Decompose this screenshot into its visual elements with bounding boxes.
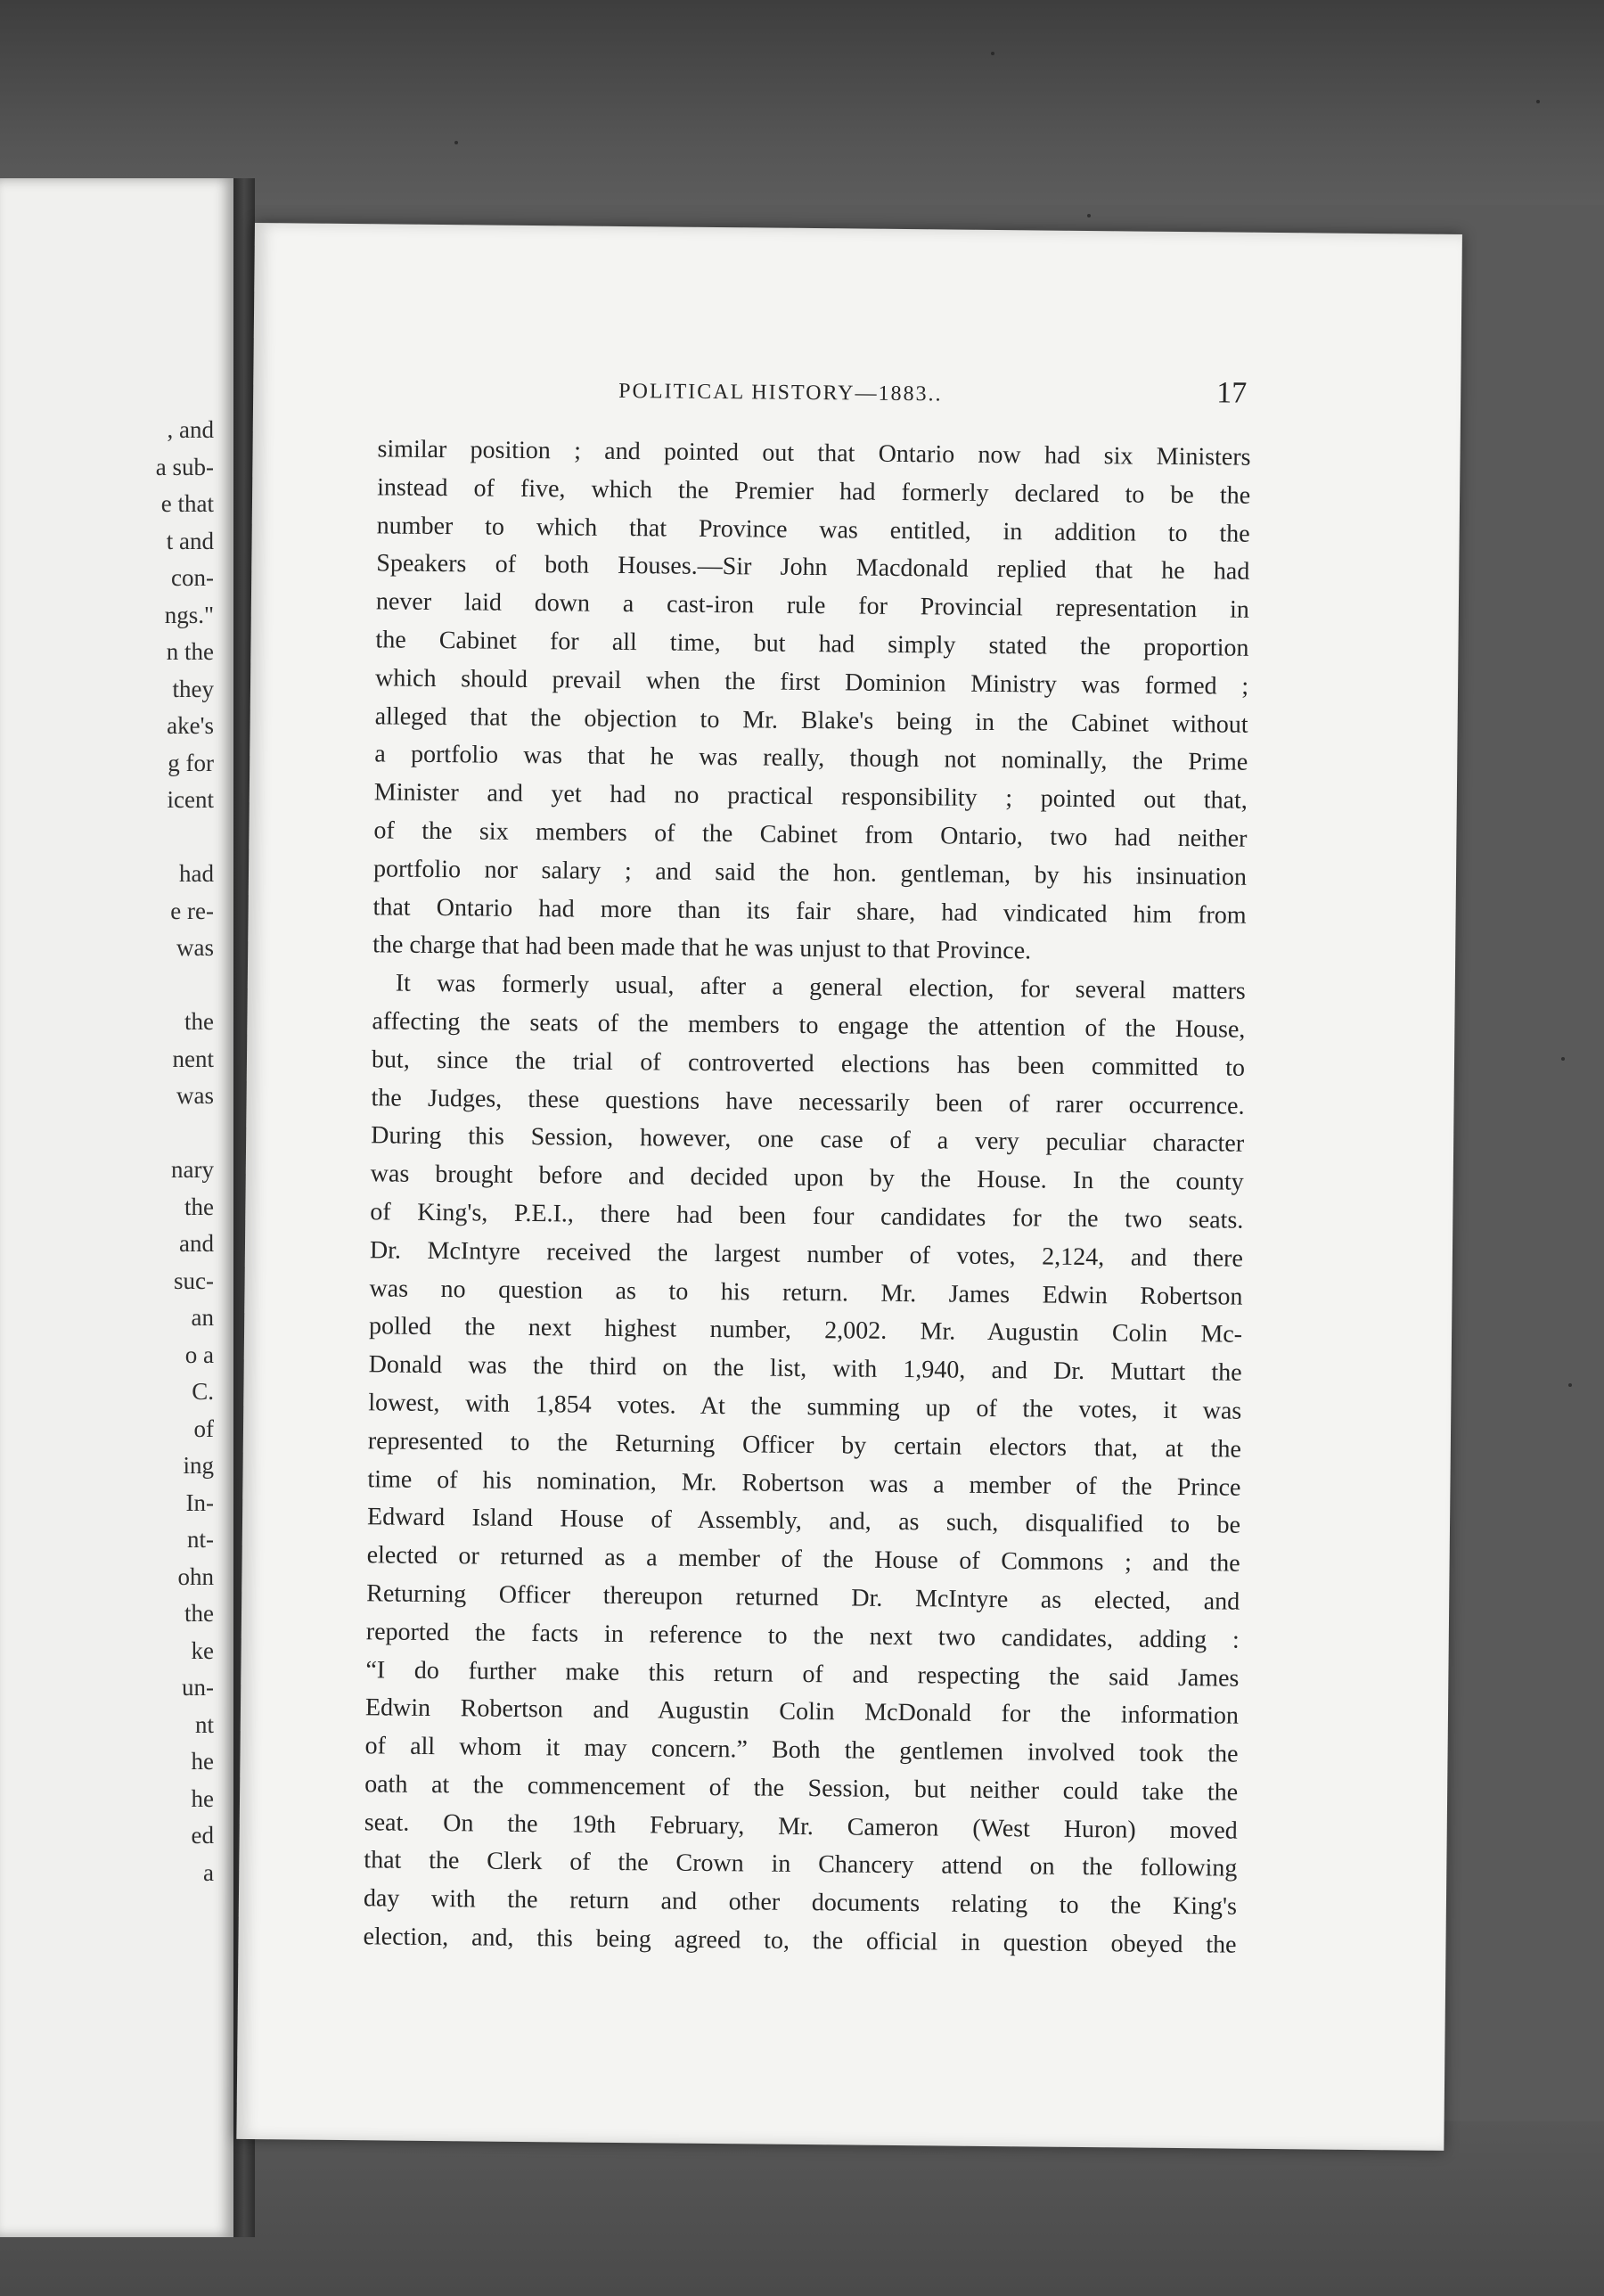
left-page-fragment: they bbox=[172, 675, 214, 702]
left-page-fragment: an bbox=[191, 1304, 214, 1331]
text-line: but, since the trial of controverted elections has been committed to bbox=[371, 1046, 1246, 1082]
text-line: portfolio nor salary ; and said the hon. gentleman, by his insinuation bbox=[372, 855, 1248, 891]
left-page-fragment: a sub- bbox=[155, 453, 214, 480]
text-line: the charge that had been made that he was unjust to that Province. bbox=[372, 931, 1032, 965]
left-page-fragment: icent bbox=[167, 786, 214, 813]
left-page-fragment: nary bbox=[171, 1156, 214, 1183]
left-page-fragment: t and bbox=[166, 527, 214, 554]
left-page-fragment: suc- bbox=[174, 1267, 214, 1294]
right-page bbox=[236, 223, 1462, 2151]
text-line: During this Session, however, one case of a very peculiar character bbox=[371, 1121, 1245, 1159]
text-line: Edwin Robertson and Augustin Colin McDonald for the information bbox=[364, 1693, 1240, 1730]
text-line: similar position ; and pointed out that Ontario now had six Ministers bbox=[377, 435, 1251, 472]
left-page-fragment: the bbox=[184, 1600, 214, 1627]
text-line: of King's, P.E.I., there had been four candidates for the two seats. bbox=[370, 1198, 1244, 1234]
text-line: of the six members of the Cabinet from Ontario, two had neither bbox=[373, 816, 1248, 853]
text-line: Edward Island House of Assembly, and, as such, disqualified to be bbox=[366, 1503, 1241, 1539]
text-line: affecting the seats of the members to engage the attention of the House, bbox=[372, 1007, 1246, 1044]
left-page-fragment: nt- bbox=[187, 1526, 214, 1553]
scanner-background-top bbox=[0, 0, 1604, 205]
text-line: was no question as to his return. Mr. James Edwin Robertson bbox=[369, 1274, 1243, 1311]
left-page-fragment: e re- bbox=[170, 897, 214, 924]
text-line: of all whom it may concern.” Both the gentlemen involved took the bbox=[364, 1732, 1239, 1768]
text-line: Dr. McIntyre received the largest number of votes, 2,124, and there bbox=[369, 1236, 1244, 1273]
left-page-fragment: g for bbox=[168, 749, 214, 776]
left-page-fragment: had bbox=[179, 860, 214, 887]
left-page-fragment: and bbox=[179, 1230, 214, 1257]
text-line: day with the return and other documents relating to the King's bbox=[363, 1884, 1238, 1921]
left-page-fragment: the bbox=[184, 1008, 214, 1035]
left-page-fragment: ed bbox=[191, 1822, 214, 1849]
left-page-fragment: ohn bbox=[177, 1562, 214, 1590]
text-line: alleged that the objection to Mr. Blake's being in the Cabinet without bbox=[374, 701, 1248, 739]
text-line: was brought before and decided upon by the House. In the county bbox=[370, 1160, 1244, 1196]
left-page-fragment: he bbox=[191, 1784, 214, 1812]
running-head: POLITICAL HISTORY—1883.. bbox=[618, 379, 943, 406]
text-line: time of his nomination, Mr. Robertson was a member of the Prince bbox=[367, 1464, 1241, 1502]
left-page-fragment: the bbox=[184, 1193, 214, 1220]
left-page-fragment bbox=[156, 967, 214, 1004]
left-page-fragment: ngs." bbox=[164, 601, 214, 628]
text-line: that the Clerk of the Crown in Chancery attend on the following bbox=[364, 1846, 1238, 1883]
left-page-fragment: e that bbox=[160, 490, 214, 517]
left-page-fragment: con- bbox=[171, 564, 214, 591]
text-line: “I do further make this return of and respecting the said James bbox=[365, 1655, 1240, 1693]
text-line: Speakers of both Houses.—Sir John Macdonald replied that he had bbox=[376, 549, 1250, 586]
left-page-text-fragments bbox=[156, 412, 214, 1891]
left-page-fragment: ke bbox=[191, 1636, 214, 1664]
left-page-fragment bbox=[156, 1115, 214, 1152]
text-line: polled the next highest number, 2,002. Mr. Augustin Colin Mc- bbox=[368, 1312, 1243, 1349]
text-line: lowest, with 1,854 votes. At the summing up of the votes, it was bbox=[368, 1389, 1242, 1425]
text-line: It was formerly usual, after a general election, for several matters bbox=[395, 969, 1246, 1005]
left-page-fragment: of bbox=[193, 1414, 214, 1442]
text-line: instead of five, which the Premier had formerly declared to be the bbox=[377, 473, 1251, 510]
text-line: the Cabinet for all time, but had simply stated the proportion bbox=[375, 626, 1249, 662]
text-line: oath at the commencement of the Session, but neither could take the bbox=[364, 1770, 1239, 1807]
left-page-fragment: , and bbox=[167, 416, 214, 443]
left-page-fragment: ing bbox=[183, 1452, 214, 1479]
left-page-fragment: a bbox=[203, 1858, 214, 1886]
text-line: Donald was the third on the list, with 1,940, and Dr. Muttart the bbox=[368, 1350, 1242, 1387]
page-number: 17 bbox=[1216, 376, 1248, 410]
text-line: Returning Officer thereupon returned Dr. McIntyre as elected, and bbox=[366, 1579, 1240, 1616]
left-page-fragment: was bbox=[176, 934, 214, 961]
text-line: represented to the Returning Officer by certain electors that, at the bbox=[367, 1427, 1241, 1464]
text-line: Minister and yet had no practical responsibility ; pointed out that, bbox=[373, 778, 1248, 815]
left-page-edge bbox=[0, 178, 233, 2237]
text-line: which should prevail when the first Dominion Ministry was formed ; bbox=[374, 664, 1249, 701]
left-page-fragment bbox=[156, 819, 214, 857]
text-line: the Judges, these questions have necessarily been of rarer occurrence. bbox=[371, 1083, 1245, 1120]
text-line: number to which that Province was entitled, in addition to the bbox=[376, 511, 1250, 548]
left-page-fragment: nt bbox=[194, 1710, 214, 1738]
text-line: election, and, this being agreed to, the official in question obeyed the bbox=[363, 1923, 1237, 1959]
left-page-fragment: C. bbox=[192, 1378, 214, 1405]
text-line: reported the facts in reference to the next two candidates, adding : bbox=[365, 1617, 1240, 1654]
left-page-fragment: un- bbox=[182, 1674, 214, 1701]
text-line: elected or returned as a member of the House of Commons ; and the bbox=[366, 1541, 1240, 1578]
left-page-fragment: he bbox=[191, 1748, 214, 1775]
text-line: a portfolio was that he was really, though not nominally, the Prime bbox=[374, 740, 1248, 777]
left-page-fragment: nent bbox=[172, 1045, 214, 1072]
left-page-fragment: was bbox=[176, 1082, 214, 1109]
left-page-fragment: n the bbox=[166, 638, 214, 665]
text-line: never laid down a cast-iron rule for Provincial representation in bbox=[375, 587, 1250, 624]
text-line: that Ontario had more than its fair share, had vindicated him from bbox=[372, 892, 1247, 930]
text-line: seat. On the 19th February, Mr. Cameron (West Huron) moved bbox=[364, 1808, 1238, 1845]
left-page-fragment: o a bbox=[184, 1341, 214, 1368]
left-page-fragment: In- bbox=[185, 1488, 214, 1516]
body-text bbox=[363, 430, 1250, 1964]
left-page-fragment: ake's bbox=[167, 712, 214, 739]
